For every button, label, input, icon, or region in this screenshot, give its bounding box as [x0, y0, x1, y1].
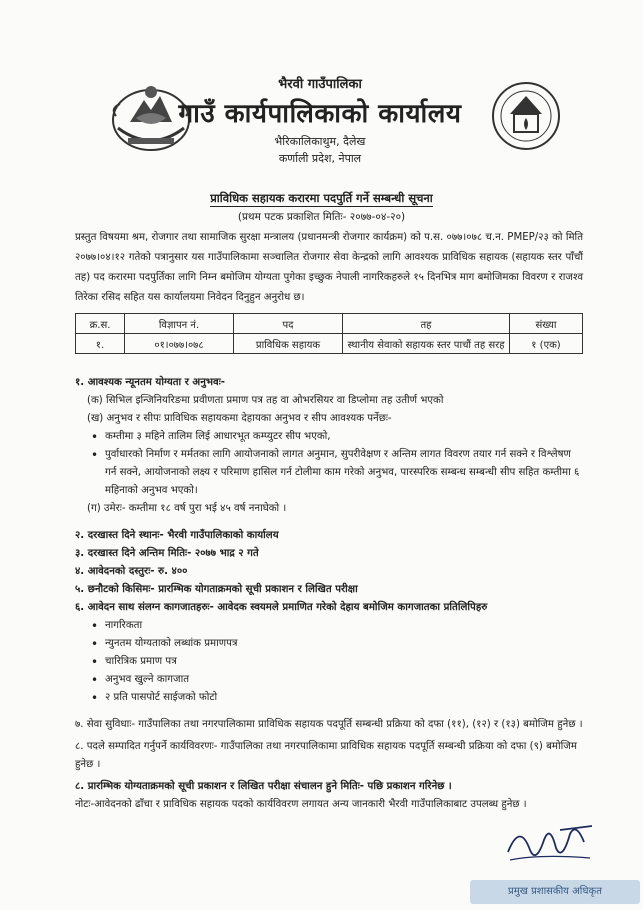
apply-deadline: ३. दरखास्त दिने अन्तिम मितिः- २०७७ भाद्र २ गते — [75, 548, 259, 559]
cell-serial: १. — [76, 334, 125, 354]
table-row — [76, 334, 583, 354]
qualification-ka: (क) सिभिल इन्जिनियरिङमा प्रवीणता प्रमाण पत्र तह वा ओभरसियर वा डिप्लोमा तह उतीर्ण भएको — [87, 395, 444, 406]
service-facilities: ७. सेवा सुविधाः- गाउँपालिका तथा नगरपालिकामा प्राविधिक सहायक पदपूर्ति सम्बन्धी प्रक्रिया को दफा (११), (१२) र (१३) बमोजिम हुनेछ । — [75, 719, 583, 730]
section-qualifications — [75, 374, 585, 518]
selection-type: ५. छनौटको किसिमः- प्रारम्भिक योगताक्रमको सूची प्रकाशन र लिखित परीक्षा — [75, 584, 358, 595]
qualification-ga: (ग) उमेरः- कम्तीमा १८ वर्ष पुरा भई ४५ वर्ष ननाघेको । — [87, 503, 287, 514]
col-level: तह — [343, 314, 510, 334]
notice-subtitle: (प्रथम पटक प्रकाशित मितिः- २०७७-०४-२०) — [237, 211, 406, 223]
col-ad-number: विज्ञापन नं. — [125, 314, 234, 334]
office-title: गाउँ कार्यपालिकाको कार्यालय — [178, 99, 462, 129]
section-services — [75, 716, 585, 814]
document-item: • २ प्रति पासपोर्ट साईजको फोटो — [75, 689, 585, 707]
notice-title-text: प्राविधिक सहायक करारमा पदपुर्ति गर्ने सम्बन्धी सूचना — [210, 191, 433, 205]
skill-item: • पुर्वाधारको निर्माण र मर्मतका लागि आयोजनाको लागत अनुमान, सुपरीवेक्षण र अन्तिम लागत विवरण तयार गर्न सक्ने र विश्लेषण गर्न सक्ने, आयोजनाको लक्ष्य र परिमाण हासिल गर्न टोलीमा काम गरेको अनुभव, पारस्परिक सम्बन्ध सम्बन्धी सीप सहित कम्तीमा ६ महिनाको अनुभव भएको। — [75, 446, 585, 500]
municipality-logo-icon — [490, 80, 562, 152]
documents-heading: ६. आवेदन साथ संलग्न कागजातहरुः- आवेदक स्वयमले प्रमाणित गरेको देहाय बमोजिम कागजातका प्रतिलिपिहरु — [75, 602, 488, 613]
signature — [500, 812, 600, 870]
notice-title — [0, 191, 643, 206]
province-name: कर्णाली प्रदेश, नेपाल — [278, 152, 362, 165]
cell-post: प्राविधिक सहायक — [234, 334, 343, 354]
office-location: भैरिकालिकाथुम, दैलेख — [274, 135, 366, 148]
document-item: • न्युनतम योग्यताको लब्धांक प्रमाणपत्र — [75, 635, 585, 653]
document-item: • अनुभव खुल्ने कागजात — [75, 671, 585, 689]
notice-intro: प्रस्तुत विषयमा श्रम, रोजगार तथा सामाजिक सुरक्षा मन्त्रालय (प्रधानमन्त्री रोजगार कार्यक्रम) को प.स. ०७७।०७८ च.न. PMEP/२३ को मिति २०७७।०४।१२ गतेको पत्रानुसार यस गाउँपालिकामा सञ्चालित रोजगार सेवा केन्द्रको लागि आवश्यक प्राविधिक सहायक (सहायक स्तर पाँचौं तह) पद करारमा पदपुर्तिका लागि निम्न बमोजिम योग्यता पुगेका इच्छुक नेपाली नागरिकहरुले १५ दिनभित्र माग बमोजिमका विवरण र राजश्व तिरेका रसिद सहित यस कार्यालयमा निवेदन दिनुहुन अनुरोध छ। — [75, 232, 583, 303]
municipality-name: भैरवी गाउँपालिका — [278, 77, 362, 92]
col-serial: क्र.स. — [76, 314, 125, 334]
table-header-row — [76, 314, 583, 334]
document-item: • नागरिकता — [75, 617, 585, 635]
cell-count: १ (एक) — [510, 334, 583, 354]
col-count: संख्या — [510, 314, 583, 334]
apply-fee: ४. आवेदनको दस्तुरः- रु. ४०० — [75, 566, 188, 577]
vacancy-table — [75, 313, 583, 354]
official-stamp: प्रमुख प्रशासकीय अधिकृत — [470, 880, 640, 904]
qualifications-heading: १. आवश्यक न्यूनतम योग्यता र अनुभवः- — [75, 377, 225, 388]
skill-item: • कम्तीमा ३ महिने तालिम लिई आधारभूत कम्प्युटर सीप भएको, — [75, 428, 585, 446]
qualification-kha: (ख) अनुभव र सीपः प्राविधिक सहायकमा देहायका अनुभव र सीप आवश्यक पर्नेछः- — [87, 413, 392, 424]
exam-date: ८. प्रारम्भिक योग्यताक्रमको सूची प्रकाशन र लिखित परीक्षा संचालन हुने मितिः- पछि प्रकाशन गरिनेछ । — [75, 781, 452, 792]
document-item: • चारित्रिक प्रमाण पत्र — [75, 653, 585, 671]
job-description: ८. पदले सम्पादित गर्नुपर्ने कार्यविवरणः- गाउँपालिका तथा नगरपालिकामा प्राविधिक सहायक पदपूर्ति सम्बन्धी प्रक्रिया को दफा (९) बमोजिम हुनेछ । — [75, 741, 577, 770]
apply-place: २. दरखास्त दिने स्थानः- भैरवी गाउँपालिकाको कार्यालय — [75, 530, 279, 541]
footer-note: नोटः-आवेदनको ढाँचा र प्राविधिक सहायक पदको कार्यविवरण लगायत अन्य जानकारी भैरवी गाउँपालिकाबाट उपलब्ध हुनेछ । — [75, 799, 527, 810]
col-post: पद — [234, 314, 343, 334]
cell-level: स्थानीय सेवाको सहायक स्तर पाचौं तह सरह — [343, 334, 510, 354]
cell-ad-number: ०१।०७७।०७८ — [125, 334, 234, 354]
section-apply-info — [75, 527, 585, 707]
